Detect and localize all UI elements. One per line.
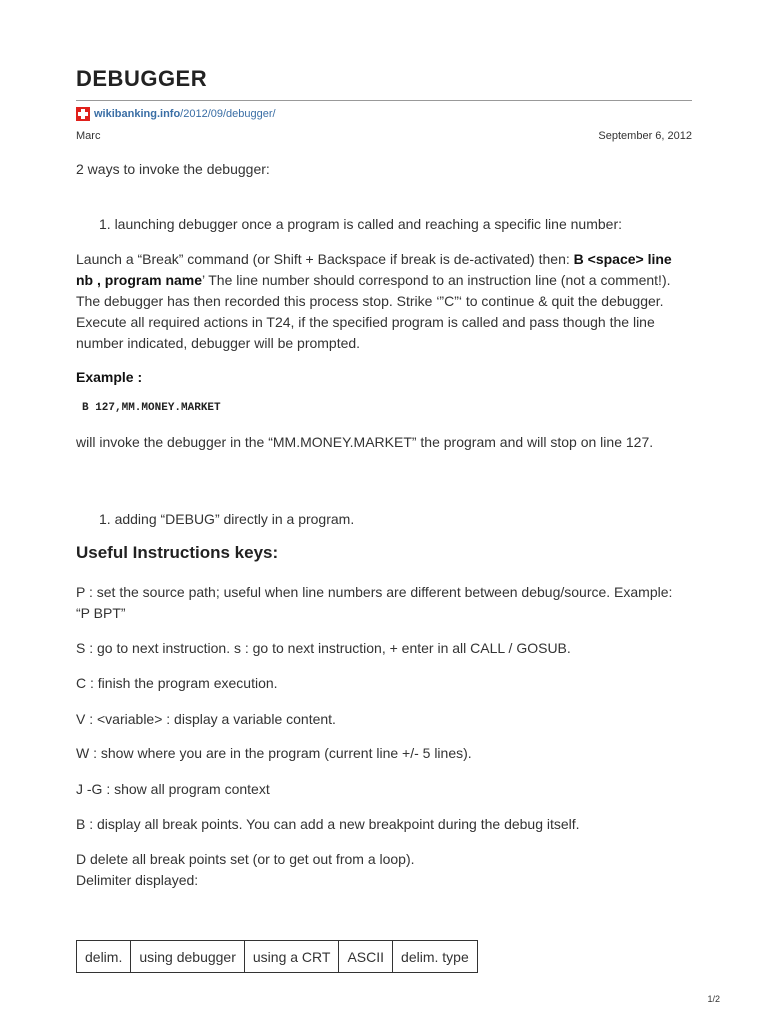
title-divider (76, 100, 692, 101)
key-j: J -G : show all program context (76, 781, 270, 797)
launch-text-prefix: Launch a “Break” command (or Shift + Backspace if break is de-activated) then: (76, 251, 574, 267)
table-row (77, 941, 478, 973)
key-b: B : display all break points. You can add a new breakpoint during the debug itself. (76, 816, 580, 832)
source-path[interactable]: /2012/09/debugger/ (180, 108, 276, 120)
key-s: S : go to next instruction. s : go to next instruction, + enter in all CALL / GOSUB. (76, 640, 571, 656)
key-c: C : finish the program execution. (76, 675, 278, 691)
table-header-cell: using a CRT (244, 941, 339, 973)
source-link[interactable] (94, 108, 276, 120)
example-label: Example : (76, 369, 143, 385)
page-title: DEBUGGER (76, 66, 208, 91)
key-v: V : <variable> : display a variable content. (76, 711, 336, 727)
source-line (76, 106, 276, 122)
table-header-cell: delim. type (393, 941, 478, 973)
useful-keys-heading: Useful Instructions keys: (76, 543, 279, 562)
delete-breakpoints-text: D delete all break points set (or to get out from a loop). (76, 851, 415, 867)
table-header-cell: using debugger (131, 941, 245, 973)
delimiter-table (76, 940, 478, 973)
publish-date: September 6, 2012 (598, 130, 692, 142)
table-header-cell: delim. (77, 941, 131, 973)
example-explanation: will invoke the debugger in the “MM.MONEY.MARKET” the program and will stop on line 127. (76, 434, 654, 450)
page-number: 1/2 (707, 994, 720, 1004)
list-item-debug: 1. adding “DEBUG” directly in a program. (99, 511, 355, 527)
key-w: W : show where you are in the program (current line +/- 5 lines). (76, 745, 472, 761)
example-code: B 127,MM.MONEY.MARKET (82, 402, 221, 414)
launch-syntax: B <space> line nb , program name (76, 251, 672, 288)
table-header-cell: ASCII (339, 941, 393, 973)
launch-paragraph (76, 249, 692, 354)
launch-text-suffix: ’ The line number should correspond to an instruction line (not a comment!). The debugger has then recorded this process stop. Strike ‘”C”‘ to continue & quit the debugger. Execute all required actions in T24, if the specified program is called and pass though the line number indicated, debugger will be prompted. (76, 272, 671, 351)
source-domain[interactable]: wikibanking.info (94, 108, 181, 120)
delimiter-label: Delimiter displayed: (76, 872, 199, 888)
list-item-launching: 1. launching debugger once a program is called and reaching a specific line number: (99, 216, 622, 232)
author: Marc (76, 130, 101, 142)
key-p: P : set the source path; useful when line numbers are different between debug/source. Example: “P BPT” (76, 584, 673, 621)
swiss-flag-icon (76, 107, 90, 121)
intro-text: 2 ways to invoke the debugger: (76, 161, 270, 177)
